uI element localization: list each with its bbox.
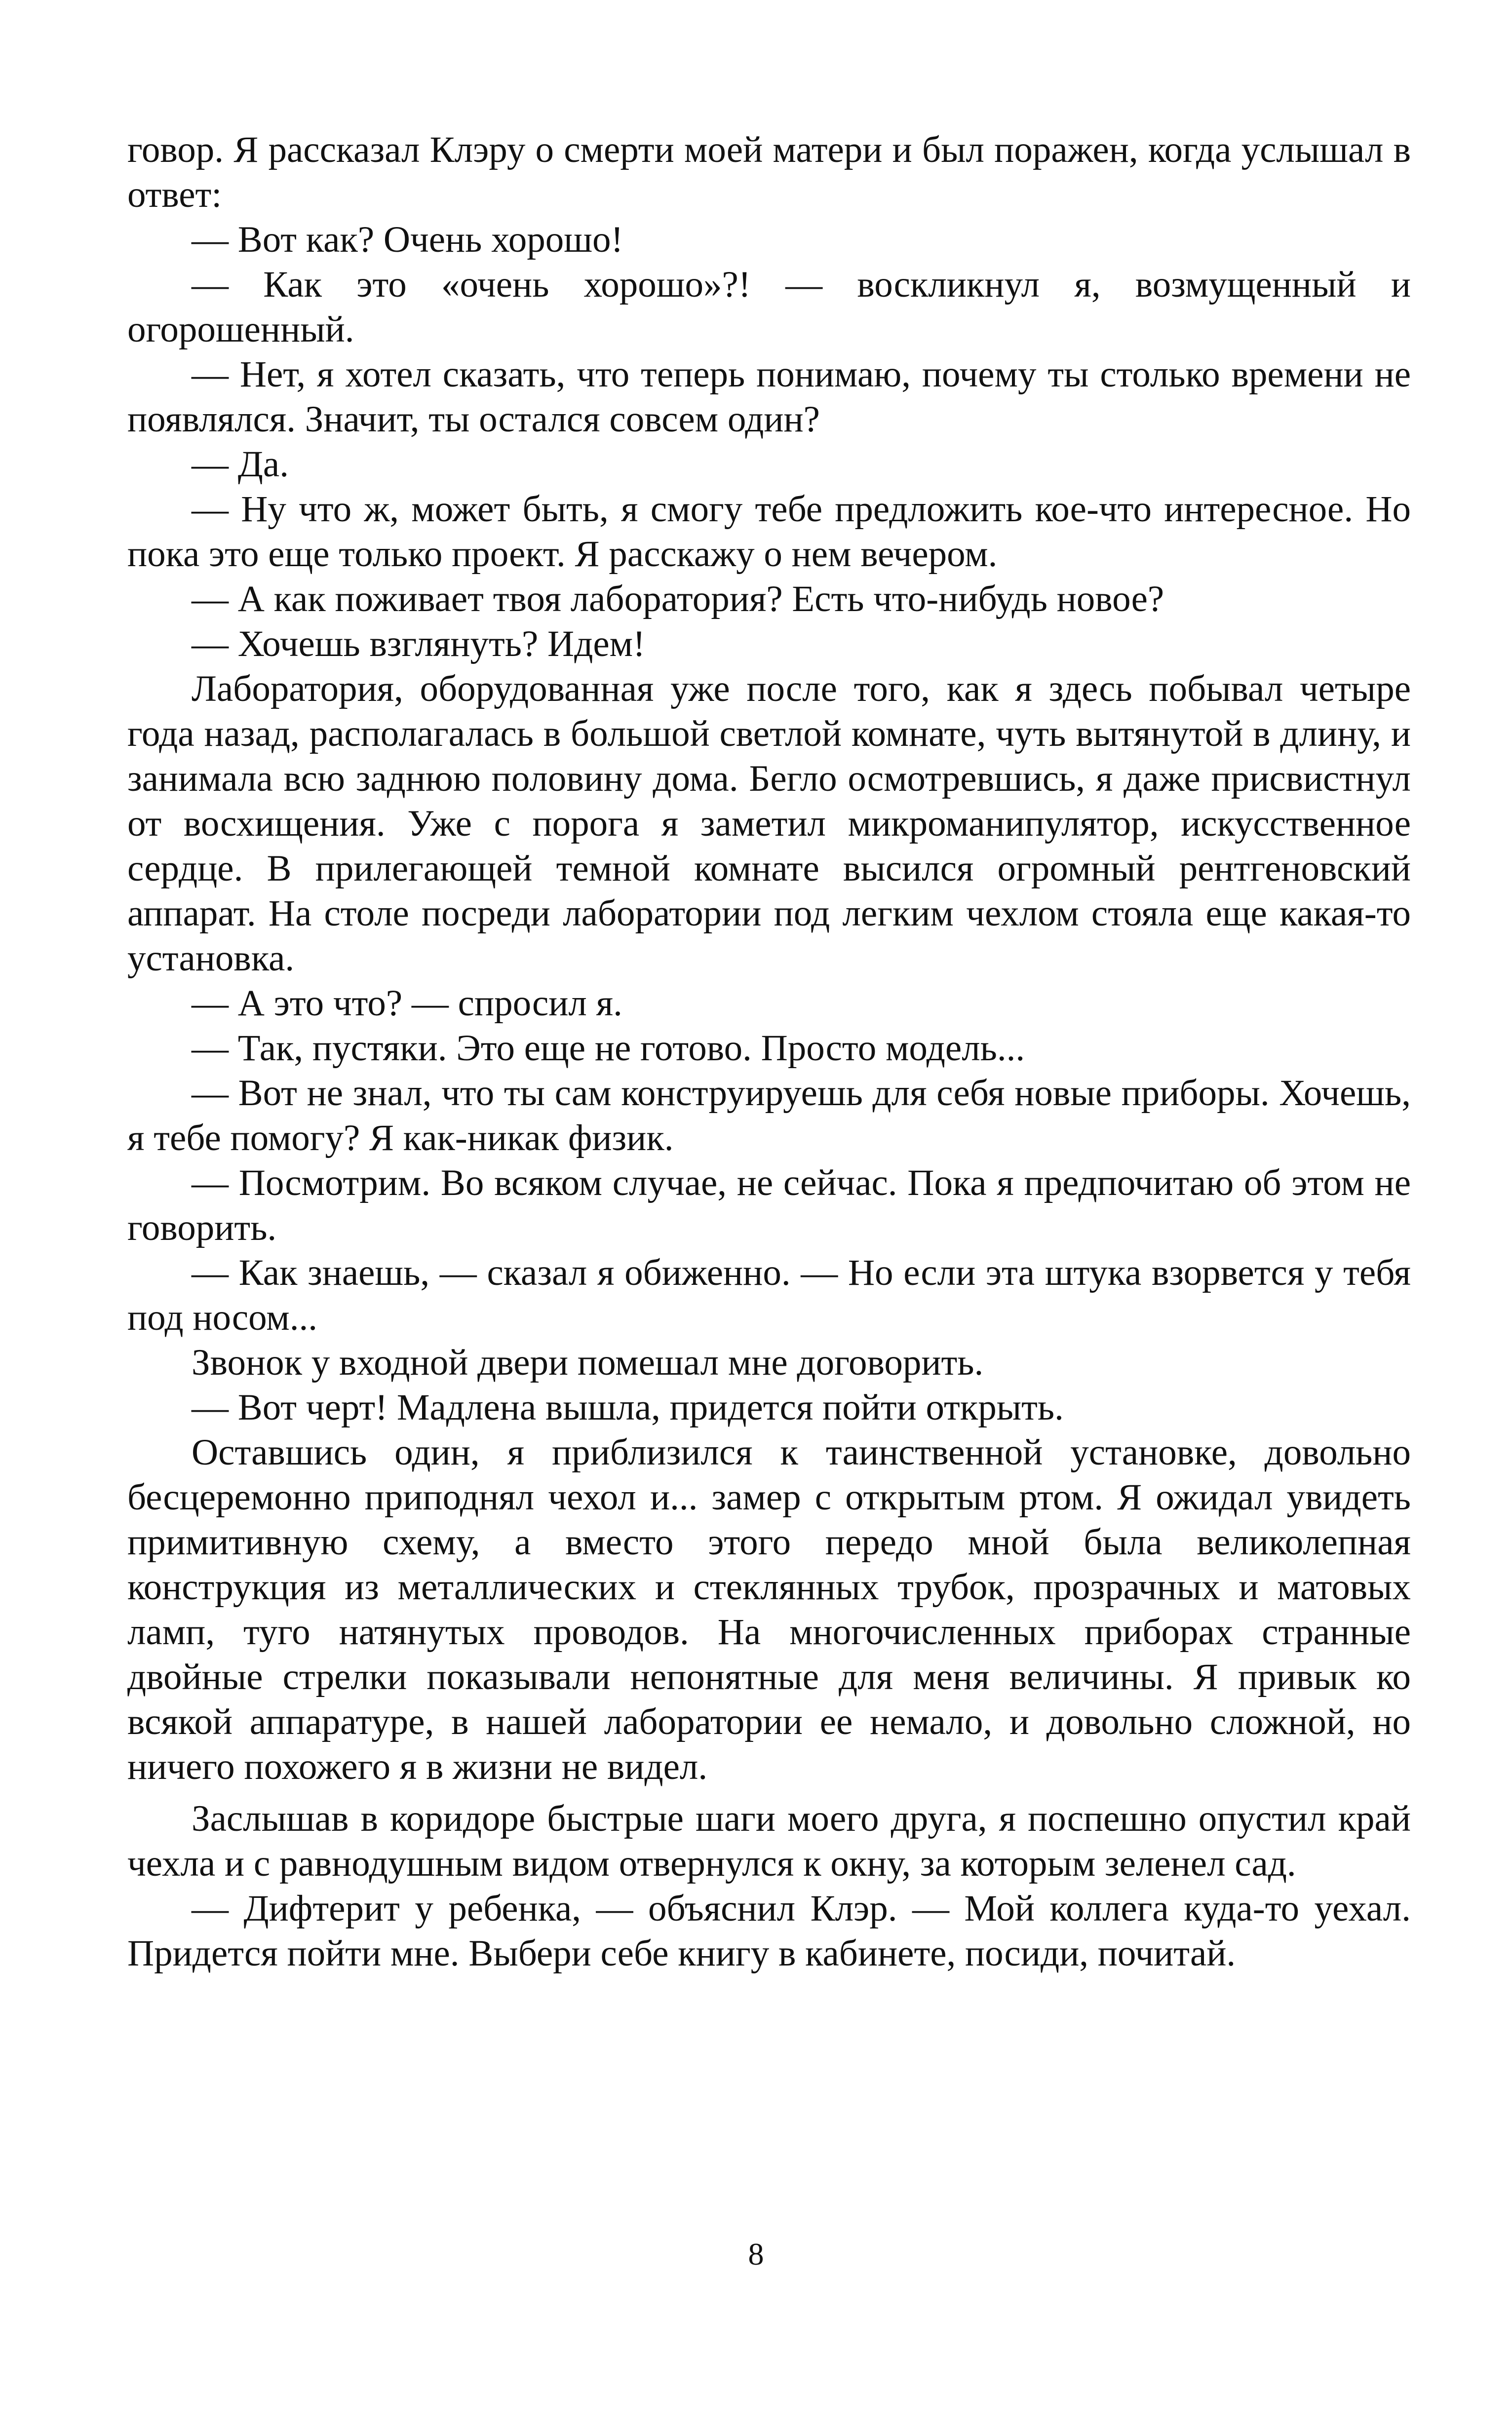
paragraph: — Как знаешь, — сказал я обиженно. — Но если эта штука взорвется у тебя под носом... [127,1252,1411,1338]
paragraph: — Хочешь взглянуть? Идем! [192,623,646,664]
page-number: 8 [748,2236,764,2272]
paragraph: — Вот не знал, что ты сам конструируешь для себя новые приборы. Хочешь, я тебе помогу? Я как-никак физик. [127,1073,1411,1158]
paragraph: — Нет, я хотел сказать, что теперь понимаю, почему ты столько времени не появлялся. Значит, ты остался совсем один? [127,354,1411,440]
paragraph: Заслышав в коридоре быстрые шаги моего друга, я поспешно опустил край чехла и с равнодушным видом отвернулся к окну, за которым зеленел сад. [127,1798,1411,1884]
paragraph: Лаборатория, оборудованная уже после того, как я здесь побывал четыре года назад, располагалась в большой светлой комнате, чуть вытянутой в длину, и занимала всю заднюю половину дома. Бегло осмотревшись, я даже присвистнул от восхищения. Уже с порога я заметил микроманипулятор, искусственное сердце. В прилегающей темной комнате высился огромный рентгеновский аппарат. На столе посреди лаборатории под легким чехлом стояла еще какая-то установка. [127,668,1411,979]
page-body [127,127,1411,1976]
paragraph: — Так, пустяки. Это еще не готово. Просто модель... [192,1028,1025,1069]
paragraph: Звонок у входной двери помешал мне договорить. [192,1342,984,1383]
paragraph: — Вот как? Очень хорошо! [192,219,623,260]
paragraph: Оставшись один, я приблизился к таинственной установке, довольно бесцеремонно приподнял чехол и... замер с открытым ртом. Я ожидал увидеть примитивную схему, а вместо этого передо мной была великолепная конструкция из металлических и стеклянных трубок, прозрачных и матовых ламп, туго натянутых проводов. На многочисленных приборах странные двойные стрелки показывали непонятные для меня величины. Я привык ко всякой аппаратуре, в нашей лаборатории ее немало, и довольно сложной, но ничего похожего я в жизни не видел. [127,1432,1411,1787]
paragraph: — Как это «очень хорошо»?! — воскликнул я, возмущенный и огорошенный. [127,264,1411,350]
paragraph: — Ну что ж, может быть, я смогу тебе предложить кое-что интересное. Но пока это еще только проект. Я расскажу о нем вечером. [127,489,1411,575]
paragraph: — А как поживает твоя лаборатория? Есть что-нибудь новое? [192,578,1164,619]
paragraph: — Да. [192,444,289,485]
paragraph: — Посмотрим. Во всяком случае, не сейчас. Пока я предпочитаю об этом не говорить. [127,1162,1411,1248]
paragraph: — Вот черт! Мадлена вышла, придется пойти открыть. [192,1387,1064,1428]
paragraph: говор. Я рассказал Клэру о смерти моей матери и был поражен, когда услышал в ответ: [127,129,1411,215]
paragraph: — А это что? — спросил я. [192,983,622,1024]
paragraph: — Дифтерит у ребенка, — объяснил Клэр. — Мой коллега куда-то уехал. Придется пойти мне. Выбери себе книгу в кабинете, посиди, почитай. [127,1888,1411,1974]
